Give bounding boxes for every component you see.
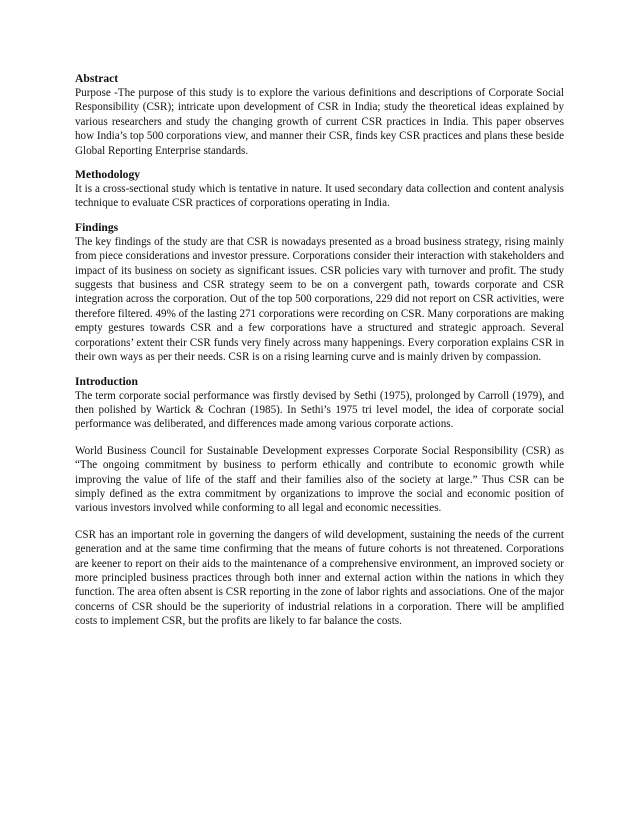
introduction-paragraph-1: The term corporate social performance was firstly devised by Sethi (1975), prolonged by Carroll (1979), and then polished by Wartick & Cochran (1985). In Sethi’s 1975 tri level model, the idea of corporate social performance was deliberated, and differences made among various corporate actions. [75, 389, 564, 431]
findings-paragraph: The key findings of the study are that CSR is nowadays presented as a broad business strategy, rising mainly from piece considerations and investor pressure. Corporations consider their interaction with stakeholders and impact of its business on society as significant issues. CSR policies vary with turnover and profit. The study suggests that business and CSR strategy seem to be on a convergent path, towards corporate and CSR integration across the corporation. Out of the top 500 corporations, 229 did not report on CSR activities, were therefore filtered. 49% of the lasting 271 corporations were recording on CSR. Many corporations are making empty gestures towards CSR and a few corporations have a structured and strategic approach. Several corporations’ extent their CSR funds very finely across many happenings. Every corporation explains CSR in their own ways as per their needs. CSR is on a rising learning curve and is mainly driven by compassion. [75, 235, 564, 364]
introduction-section [75, 375, 564, 629]
abstract-section [75, 72, 564, 158]
introduction-heading: Introduction [75, 374, 138, 388]
findings-heading: Findings [75, 220, 119, 234]
methodology-section [75, 168, 564, 211]
abstract-heading: Abstract [75, 72, 119, 85]
introduction-paragraph-3: CSR has an important role in governing the dangers of wild development, sustaining the needs of the current generation and at the same time confirming that the means of future cohorts is not threatened. Corporations are keener to report on their aids to the maintenance of a comprehensive environment, an improved society or more principled business practices through both inner and external action within the nations in which they function. The area often absent is CSR reporting in the zone of labor rights and associations. One of the major concerns of CSR should be the superiority of industrial relations in a corporation. There will be amplified costs to implement CSR, but the profits are likely to far balance the costs. [75, 528, 564, 628]
document-page [75, 72, 564, 639]
methodology-paragraph: It is a cross-sectional study which is tentative in nature. It used secondary data collection and content analysis technique to evaluate CSR practices of corporations operating in India. [75, 183, 564, 210]
findings-section [75, 221, 564, 365]
introduction-paragraph-2: World Business Council for Sustainable Development expresses Corporate Social Responsibility (CSR) as “The ongoing commitment by business to perform ethically and contribute to economic growth while improving the value of life of the staff and their families also of the society at large.” Thus CSR can be simply defined as the extra commitment by organizations to improve the social and economic position of various investors involved while conforming to all legal and economic necessities. [75, 444, 564, 515]
methodology-heading: Methodology [75, 168, 141, 182]
abstract-paragraph: Purpose -The purpose of this study is to explore the various definitions and descriptions of Corporate Social Responsibility (CSR); intricate upon development of CSR in India; study the theoretical ideas explained by various researchers and study the changing growth of current CSR practices in India. This paper observes how India’s top 500 corporations view, and manner their CSR, finds key CSR practices and plans these beside Global Reporting Enterprise standards. [75, 87, 564, 157]
